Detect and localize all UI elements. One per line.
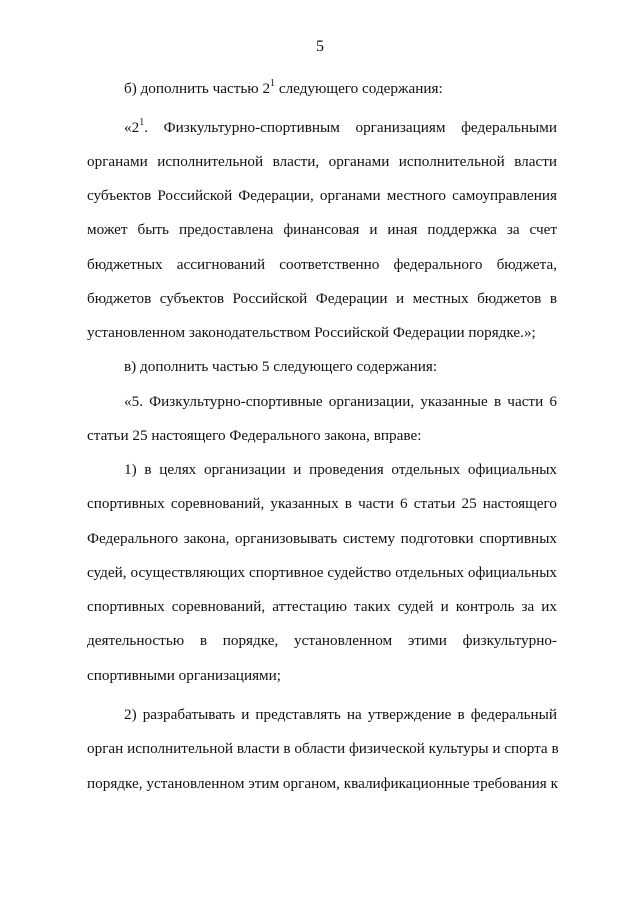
- paragraph-line: судей, осуществляющих спортивное судейство отдельных официальных: [87, 564, 557, 581]
- paragraph-line: спортивных соревнований, аттестацию таких судей и контроль за их: [87, 598, 557, 615]
- part-2-1-superscript: 1: [139, 117, 145, 128]
- paragraph-line: порядке, установленном этим органом, квалификационные требования к: [87, 775, 558, 792]
- paragraph-line: субъектов Российской Федерации, органами местного самоуправления: [87, 187, 557, 204]
- part-2-1-open: «2: [124, 119, 140, 136]
- item-b-text: б) дополнить частью 2: [124, 80, 271, 97]
- page-number: 5: [316, 38, 324, 55]
- subitem-1-first-line: 1) в целях организации и проведения отдельных официальных: [124, 461, 557, 478]
- paragraph-line: спортивных соревнований, указанных в части 6 статьи 25 настоящего: [87, 495, 557, 512]
- paragraph-line: деятельностью в порядке, установленном этими физкультурно-: [87, 632, 557, 649]
- paragraph-line: орган исполнительной власти в области физической культуры и спорта в: [87, 740, 559, 757]
- paragraph-line: установленном законодательством Российской Федерации порядке.»;: [87, 324, 536, 341]
- paragraph-line: бюджетов субъектов Российской Федерации и местных бюджетов в: [87, 290, 557, 307]
- part-2-1-first-line-text: . Физкультурно-спортивным организациям федеральными: [144, 119, 557, 136]
- item-v-line: в) дополнить частью 5 следующего содержания:: [124, 358, 438, 375]
- subitem-2-first-line: 2) разрабатывать и представлять на утверждение в федеральный: [124, 706, 557, 723]
- paragraph-line: спортивными организациями;: [87, 667, 282, 684]
- part-5-first-line: «5. Физкультурно-спортивные организации, указанные в части 6: [124, 393, 557, 410]
- paragraph-line: может быть предоставлена финансовая и иная поддержка за счет: [87, 221, 557, 238]
- paragraph-line: бюджетных ассигнований соответственно федерального бюджета,: [87, 256, 557, 273]
- paragraph-line: органами исполнительной власти, органами исполнительной власти: [87, 153, 557, 170]
- paragraph-line: статьи 25 настоящего Федерального закона, вправе:: [87, 427, 422, 444]
- item-b-line: [124, 79, 557, 99]
- item-b-superscript: 1: [270, 78, 276, 89]
- paragraph-line: Федерального закона, организовывать систему подготовки спортивных: [87, 530, 557, 547]
- part-2-1-first-line: [124, 118, 557, 138]
- item-b-text-end: следующего содержания:: [275, 80, 443, 97]
